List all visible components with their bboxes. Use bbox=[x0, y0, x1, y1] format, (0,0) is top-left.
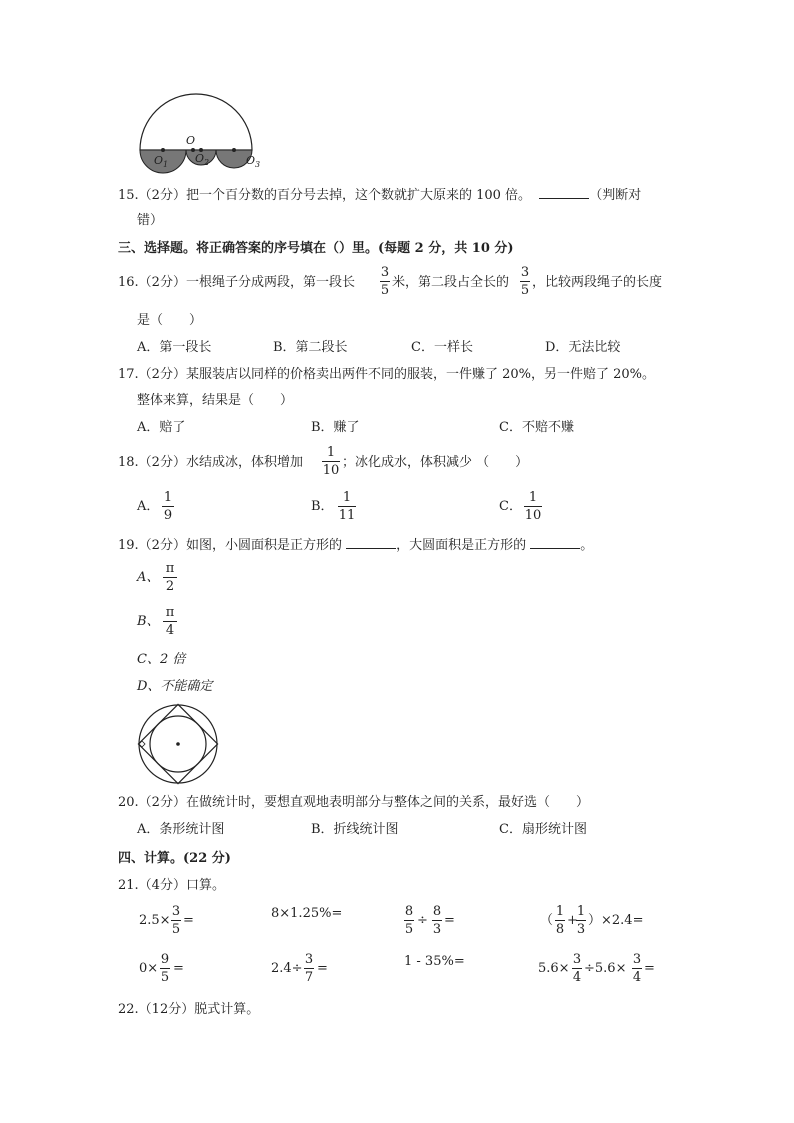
q21-expr8-fraction-1: 3 4 bbox=[572, 952, 582, 985]
label-O2: $O_2$ bbox=[195, 152, 210, 167]
q21-expr5-fraction: 9 5 bbox=[160, 952, 170, 985]
q15-line2: 错） bbox=[137, 213, 164, 228]
q21-expr4-fraction-1: 1 8 bbox=[555, 904, 565, 937]
q18-option-a-fraction: 1 9 bbox=[163, 490, 173, 523]
q21-expr4-fraction-2: 1 3 bbox=[576, 904, 586, 937]
q19-option-a-label[interactable]: A、 bbox=[137, 570, 160, 585]
q21-expr6-fraction: 3 7 bbox=[304, 952, 314, 985]
q18-option-b-label[interactable]: B． bbox=[311, 499, 334, 514]
q18-option-b-fraction: 1 11 bbox=[338, 490, 356, 523]
q21-expr8-a: 5.6× bbox=[538, 961, 570, 976]
q16-part2: 米，第二段占全长的 bbox=[392, 275, 510, 290]
q19-option-b-label[interactable]: B、 bbox=[137, 614, 160, 629]
q17-option-c[interactable]: C．不赔不赚 bbox=[499, 420, 574, 435]
q21-expr8-b: = bbox=[644, 961, 655, 976]
q19-line1: 19.（2分）如图，小圆面积是正方形的 ，大圆面积是正方形的 。 bbox=[118, 538, 594, 553]
q17-line1: 17.（2分）某服装店以同样的价格卖出两件不同的服装，一件赚了 20%，另一件赔了 20%。 bbox=[118, 367, 655, 382]
q19-option-c[interactable]: C、2 倍 bbox=[137, 652, 186, 667]
q16-fraction-2: 3 5 bbox=[520, 265, 530, 298]
q21-expr5-b: = bbox=[173, 961, 184, 976]
q20-option-a[interactable]: A．条形统计图 bbox=[137, 822, 225, 837]
q19-option-a-fraction: π 2 bbox=[163, 562, 177, 593]
q18-fraction: 1 10 bbox=[322, 445, 340, 478]
answer-blank[interactable] bbox=[539, 188, 589, 199]
section-3-heading: 三、选择题。将正确答案的序号填在（）里。(每题 2 分，共 10 分) bbox=[118, 241, 514, 256]
q16-option-d[interactable]: D．无法比较 bbox=[545, 340, 621, 355]
q18-part1: 18.（2分）水结成冰，体积增加 bbox=[118, 455, 303, 470]
q21-expr6-a: 2.4÷ bbox=[271, 961, 303, 976]
label-O3: $O_3$ bbox=[246, 154, 261, 169]
q19-option-d[interactable]: D、不能确定 bbox=[137, 679, 213, 694]
q19-option-b-fraction: π 4 bbox=[163, 606, 177, 637]
q18-option-c-label[interactable]: C． bbox=[499, 499, 522, 514]
q21-expr3-op: ÷ bbox=[417, 913, 428, 928]
q21-expr3-fraction-2: 8 3 bbox=[432, 904, 442, 937]
q16-option-c[interactable]: C．一样长 bbox=[411, 340, 473, 355]
q21-expr4-a: （ bbox=[540, 913, 554, 928]
q21-expr8-fraction-2: 3 4 bbox=[632, 952, 642, 985]
q21-expr5-a: 0× bbox=[139, 961, 159, 976]
q20-option-b[interactable]: B．折线统计图 bbox=[311, 822, 399, 837]
q18-option-c-fraction: 1 10 bbox=[524, 490, 542, 523]
section-4-heading: 四、计算。(22 分) bbox=[118, 851, 231, 866]
q16-line2: 是（ ） bbox=[137, 313, 203, 328]
q19-blank-2[interactable] bbox=[530, 538, 580, 549]
q22-title: 22.（12分）脱式计算。 bbox=[118, 1002, 260, 1017]
q18-part2: ；冰化成水，体积减少 （ ） bbox=[342, 455, 529, 470]
label-O: O bbox=[186, 134, 196, 147]
q17-line2: 整体来算，结果是（ ） bbox=[137, 393, 294, 408]
q21-expr4-op: + bbox=[567, 913, 578, 928]
q21-expr6-b: = bbox=[317, 961, 328, 976]
q21-expr3-fraction-1: 8 5 bbox=[404, 904, 414, 937]
q21-expr1-fraction: 3 5 bbox=[171, 904, 181, 937]
q21-expr2: 8×1.25%= bbox=[271, 906, 343, 921]
q21-expr8-op: ÷5.6× bbox=[584, 961, 627, 976]
q16-part1: 16.（2分）一根绳子分成两段，第一段长 bbox=[118, 275, 355, 290]
q21-expr7: 1 - 35%= bbox=[404, 954, 465, 969]
q17-option-a[interactable]: A．赔了 bbox=[137, 420, 186, 435]
q16-part3: ，比较两段绳子的长度 bbox=[532, 275, 663, 290]
q21-expr3-b: = bbox=[444, 913, 455, 928]
q18-option-a-label[interactable]: A． bbox=[137, 499, 160, 514]
q19-blank-1[interactable] bbox=[346, 538, 396, 549]
q21-expr1-b: = bbox=[183, 913, 194, 928]
q21-title: 21.（4分）口算。 bbox=[118, 878, 225, 893]
q16-fraction-1: 3 5 bbox=[380, 265, 390, 298]
label-O1: $O_1$ bbox=[154, 154, 169, 169]
q15-line1: 15.（2分）把一个百分数的百分号去掉，这个数就扩大原来的 100 倍。 （判断对 bbox=[118, 188, 642, 203]
q21-expr1-a: 2.5× bbox=[139, 913, 171, 928]
circle-square-figure bbox=[137, 703, 219, 785]
q20-line1: 20.（2分）在做统计时，要想直观地表明部分与整体之间的关系，最好选（ ） bbox=[118, 795, 589, 810]
q20-option-c[interactable]: C．扇形统计图 bbox=[499, 822, 587, 837]
q16-option-b[interactable]: B．第二段长 bbox=[273, 340, 348, 355]
q16-option-a[interactable]: A．第一段长 bbox=[137, 340, 212, 355]
q17-option-b[interactable]: B．赚了 bbox=[311, 420, 360, 435]
q21-expr4-b: ）×2.4= bbox=[588, 913, 644, 928]
